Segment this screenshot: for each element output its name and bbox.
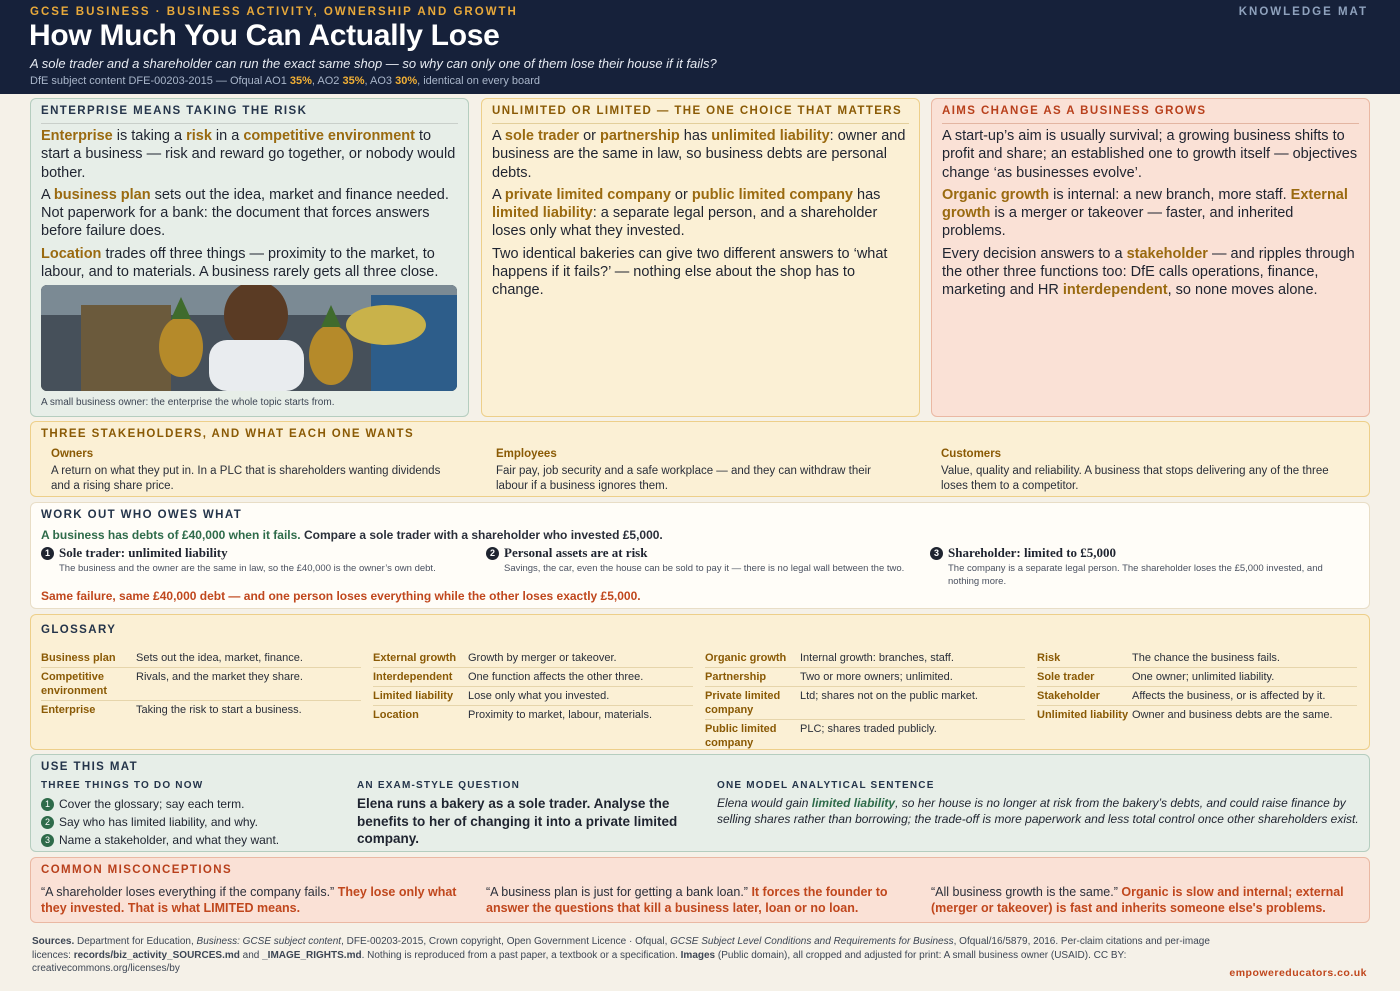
glossary-def: Two or more owners; unlimited. [800, 671, 953, 683]
enterprise-panel [30, 98, 469, 417]
exam-question: Elena runs a bakery as a sole trader. Analyse the benefits to her of changing it into a private limited company. [357, 796, 678, 846]
text: has [853, 186, 881, 203]
term-location: Location [41, 245, 102, 262]
glossary-row [705, 649, 1025, 668]
glossary-row [373, 687, 693, 706]
glossary-row [705, 668, 1025, 687]
todo-number: 2 [41, 816, 54, 829]
liability-body [492, 127, 909, 304]
glossary-def: Affects the business, or is affected by it. [1132, 690, 1326, 702]
step-number: 1 [41, 547, 54, 560]
misconception-item [486, 884, 906, 916]
liability-p3: Two identical bakeries can give two different answers to ‘what happens if it fails?’ — nothing else about the shop has to change. [492, 245, 888, 299]
stakeholder-title: Customers [941, 448, 1002, 460]
term-private-limited-company: private limited company [504, 186, 671, 203]
photo-illustration [41, 285, 457, 391]
text: A [492, 128, 505, 144]
glossary-term: Competitive environment [41, 671, 108, 697]
model-sentence [717, 795, 1367, 827]
text: is taking a [112, 128, 187, 144]
text: Elena would gain [717, 796, 812, 810]
text: in a [211, 128, 244, 144]
step-desc: The company is a separate legal person. The shareholder loses the £5,000 invested, and nothing more. [948, 563, 1323, 587]
glossary-row [373, 668, 693, 687]
sources-label: Sources. [32, 936, 75, 947]
term-external-growth: External growth [942, 186, 1348, 222]
source-title: Business: GCSE subject content [196, 936, 342, 947]
glossary-heading: GLOSSARY [41, 624, 117, 636]
step-title: Personal assets are at risk [504, 545, 648, 560]
misconception-myth: “All business growth is the same.” [931, 885, 1122, 899]
workout-question-scenario: A business has debts of £40,000 when it fails. [41, 528, 301, 542]
todo-number: 3 [41, 834, 54, 847]
glossary-def: PLC; shares traded publicly. [800, 723, 937, 735]
spec-mid2: , AO3 [364, 75, 396, 87]
glossary-term: Limited liability [373, 690, 454, 702]
header-kicker: GCSE BUSINESS · BUSINESS ACTIVITY, OWNERSHIP AND GROWTH [30, 6, 518, 18]
text: : owner and business are the same in law, so business debts are personal debts. [492, 128, 906, 181]
todo-item [41, 795, 279, 813]
text: , Ofqual/16/5879, 2016. Per-claim citations and per-image licences: [32, 936, 1210, 961]
term-partnership: partnership [600, 128, 680, 144]
ao3-weight: 30% [395, 75, 418, 87]
workout-step-2 [486, 545, 906, 575]
glossary-def: Internal growth: branches, staff. [800, 652, 954, 664]
term-interdependent: interdependent [1062, 282, 1168, 299]
workout-step-1 [41, 545, 461, 575]
term-limited-liability: limited liability [492, 205, 593, 222]
glossary-column [373, 649, 693, 724]
todo-number: 1 [41, 798, 54, 811]
stakeholders-panel [30, 421, 1370, 497]
stakeholder-desc: Value, quality and reliability. A business that stops delivering any of the three loses them to a competitor. [941, 465, 1329, 492]
exam-heading: AN EXAM-STYLE QUESTION [357, 780, 521, 791]
text: trades off three things — proximity to the market, to labour, and to materials. A business rarely gets all three close. [41, 245, 439, 281]
enterprise-p2 [41, 186, 458, 241]
text: A [492, 186, 505, 203]
knowledge-mat-tag: KNOWLEDGE MAT [1238, 6, 1368, 18]
liability-p1 [492, 127, 909, 182]
misconception-fix: Organic is slow and internal; external (merger or takeover) is fast and inherits someone else's problems. [931, 885, 1344, 915]
stakeholder-employees [496, 448, 896, 494]
todo-list [41, 795, 279, 849]
ao1-weight: 35% [289, 75, 312, 87]
glossary-column [1037, 649, 1357, 724]
term-limited-liability: limited liability [811, 796, 896, 810]
glossary-def: Rivals, and the market they share. [136, 671, 303, 683]
text: is a merger or takeover — faster, and inherited problems. [942, 205, 1294, 240]
todo-text: Say who has limited liability, and why. [59, 815, 258, 829]
text: : a separate legal person, and a shareholder loses only what they invested. [492, 205, 878, 240]
text: , so none moves alone. [1167, 282, 1318, 299]
spec-prefix: DfE subject content DFE-00203-2015 — Ofqual AO1 [30, 75, 290, 87]
text: sets out the idea, market and finance needed. Not paperwork for a bank: the document that forces answers before failure does. [41, 186, 449, 240]
glossary-term: Risk [1037, 652, 1061, 664]
use-mat-heading: USE THIS MAT [41, 761, 139, 773]
model-heading: ONE MODEL ANALYTICAL SENTENCE [717, 780, 935, 791]
page-title: How Much You Can Actually Lose [29, 19, 500, 52]
site-url-link[interactable]: empowereducators.co.uk [1229, 967, 1367, 979]
step-title: Sole trader: unlimited liability [59, 545, 228, 560]
misconception-myth: “A shareholder loses everything if the company fails.” [41, 885, 338, 899]
glossary-def: One owner; unlimited liability. [1132, 671, 1275, 683]
term-business-plan: business plan [53, 186, 151, 203]
glossary-term: Interdependent [373, 671, 453, 683]
sources-file: records/biz_activity_SOURCES.md [73, 949, 240, 961]
todo-text: Name a stakeholder, and what they want. [59, 833, 280, 847]
term-organic-growth: Organic growth [942, 186, 1050, 203]
text: Every decision answers to a [942, 245, 1127, 262]
text: Department for Education, [74, 936, 197, 947]
term-stakeholder: stakeholder [1126, 245, 1208, 262]
liability-panel [481, 98, 920, 417]
glossary-def: Lose only what you invested. [468, 690, 610, 702]
stakeholder-desc: Fair pay, job security and a safe workplace — and they can withdraw their labour if a business ignores them. [496, 465, 871, 492]
photo-caption: A small business owner: the enterprise the whole topic starts from. [41, 397, 335, 408]
glossary-row [41, 668, 361, 701]
glossary-column [41, 649, 361, 719]
term-risk: risk [186, 128, 212, 144]
glossary-row [1037, 668, 1357, 687]
glossary-column [705, 649, 1025, 752]
todo-item [41, 813, 279, 831]
image-rights-file: _IMAGE_RIGHTS.md [262, 949, 362, 961]
text: . Nothing is reproduced from a past paper, a textbook or a specification. [361, 949, 681, 961]
enterprise-p3 [41, 245, 458, 282]
todo-heading: THREE THINGS TO DO NOW [41, 780, 204, 791]
glossary-term: External growth [373, 652, 457, 664]
ao2-weight: 35% [342, 75, 365, 87]
stakeholders-heading: THREE STAKEHOLDERS, AND WHAT EACH ONE WANTS [41, 428, 415, 440]
workout-panel [30, 502, 1370, 609]
glossary-def: Growth by merger or takeover. [468, 652, 617, 664]
glossary-def: Sets out the idea, market, finance. [136, 652, 303, 664]
misconceptions-heading: COMMON MISCONCEPTIONS [41, 864, 233, 876]
glossary-row [1037, 687, 1357, 706]
glossary-row [373, 706, 693, 724]
liability-p2 [492, 186, 909, 241]
glossary-term: Business plan [41, 652, 116, 664]
enterprise-heading: ENTERPRISE MEANS TAKING THE RISK [41, 105, 308, 117]
glossary-term: Sole trader [1037, 671, 1095, 683]
glossary-row [705, 687, 1025, 720]
glossary-def: The chance the business fails. [1132, 652, 1280, 664]
misconceptions-panel [30, 857, 1370, 923]
stakeholder-owners [51, 448, 451, 494]
aims-panel [931, 98, 1370, 417]
term-competitive-environment: competitive environment [243, 128, 415, 144]
enterprise-p1 [41, 127, 458, 182]
step-desc: The business and the owner are the same in law, so the £40,000 is the owner’s own debt. [59, 563, 436, 574]
glossary-term: Partnership [705, 671, 767, 683]
header [0, 0, 1400, 94]
step-number: 3 [930, 547, 943, 560]
todo-item [41, 831, 279, 849]
aims-p3 [942, 245, 1359, 300]
workout-step-3 [930, 545, 1350, 588]
glossary-term: Public limited company [705, 723, 777, 749]
glossary-row [41, 701, 361, 719]
glossary-term: Organic growth [705, 652, 787, 664]
glossary-row [1037, 706, 1357, 724]
use-mat-panel [30, 754, 1370, 852]
stakeholder-customers [941, 448, 1341, 494]
misconception-myth: “A business plan is just for getting a bank loan.” [486, 885, 752, 899]
workout-heading: WORK OUT WHO OWES WHAT [41, 509, 243, 521]
glossary-row [705, 720, 1025, 752]
aims-p2 [942, 186, 1359, 241]
workout-question-task: Compare a sole trader with a shareholder who invested £5,000. [300, 528, 663, 542]
workout-question [41, 528, 663, 542]
misconception-item [41, 884, 461, 916]
glossary-term: Unlimited liability [1037, 709, 1129, 721]
glossary-term: Stakeholder [1037, 690, 1100, 702]
aims-heading: AIMS CHANGE AS A BUSINESS GROWS [942, 105, 1207, 117]
todo-text: Cover the glossary; say each term. [59, 797, 245, 811]
glossary-def: Proximity to market, labour, materials. [468, 709, 653, 721]
text: (Public domain), all cropped and adjusted for print: A small business owner (USAID). CC BY: creativecommons.org/licenses/by [32, 949, 1127, 974]
term-public-limited-company: public limited company [691, 186, 853, 203]
misconception-fix: They lose only what they invested. That is what LIMITED means. [41, 885, 457, 915]
glossary-term: Location [373, 709, 419, 721]
text: or [670, 186, 692, 203]
text: — and ripples through the other three functions too: DfE calls operations, finance, marketing and HR [942, 245, 1355, 299]
aims-body [942, 127, 1359, 304]
glossary-row [373, 649, 693, 668]
text: , so her house is no longer at risk from the bakery’s debts, and could raise finance by selling shares rather than borrowing; the trade-off is more paperwork and less total control once other shareholders exist. [717, 796, 1359, 826]
enterprise-body [41, 127, 458, 285]
term-enterprise: Enterprise [41, 128, 113, 144]
term-sole-trader: sole trader [504, 128, 580, 144]
glossary-term: Enterprise [41, 704, 96, 716]
text: is internal: a new branch, more staff. [1049, 186, 1291, 203]
text: has [679, 128, 712, 144]
glossary-row [1037, 649, 1357, 668]
misconception-item [931, 884, 1351, 916]
liability-heading: UNLIMITED OR LIMITED — THE ONE CHOICE THAT MATTERS [492, 105, 903, 117]
step-title: Shareholder: limited to £5,000 [948, 545, 1117, 560]
business-owner-photo [41, 285, 457, 391]
stakeholder-title: Owners [51, 448, 94, 460]
glossary-def: Ltd; shares not on the public market. [800, 690, 978, 702]
text: to start a business — risk and reward go together, or nobody would bother. [41, 128, 456, 181]
text: , DFE-00203-2015, Crown copyright, Open Government Licence · Ofqual, [341, 936, 671, 947]
text: or [579, 128, 601, 144]
aims-p1: A start-up’s aim is usually survival; a growing business shifts to profit and share; an established one to growth itself — objectives change ‘as businesses evolve’. [942, 128, 1358, 181]
stakeholder-desc: A return on what they put in. In a PLC that is shareholders wanting dividends and a rising share price. [51, 465, 441, 492]
workout-conclusion: Same failure, same £40,000 debt — and one person loses everything while the other loses exactly £5,000. [41, 589, 641, 603]
glossary-def: Taking the risk to start a business. [136, 704, 302, 716]
term-unlimited-liability: unlimited liability [711, 128, 830, 144]
text: A [41, 186, 54, 203]
sources-footer [32, 935, 1212, 976]
source-title: GCSE Subject Level Conditions and Requirements for Business [670, 936, 954, 947]
spec-line [30, 75, 540, 87]
glossary-panel [30, 614, 1370, 750]
glossary-def: One function affects the other three. [468, 671, 644, 683]
images-label: Images [680, 949, 716, 961]
page-subtitle: A sole trader and a shareholder can run the exact same shop — so why can only one of them lose their house if it fails? [30, 56, 717, 71]
step-number: 2 [486, 547, 499, 560]
text: and [239, 949, 263, 961]
glossary-row [41, 649, 361, 668]
spec-suffix: , identical on every board [417, 75, 541, 87]
glossary-def: Owner and business debts are the same. [1132, 709, 1333, 721]
stakeholder-title: Employees [496, 448, 557, 460]
spec-mid1: , AO2 [311, 75, 343, 87]
misconception-fix: It forces the founder to answer the questions that kill a business later, loan or no loan. [486, 885, 888, 915]
glossary-term: Private limited company [705, 690, 781, 716]
step-desc: Savings, the car, even the house can be sold to pay it — there is no legal wall between the two. [504, 563, 905, 574]
